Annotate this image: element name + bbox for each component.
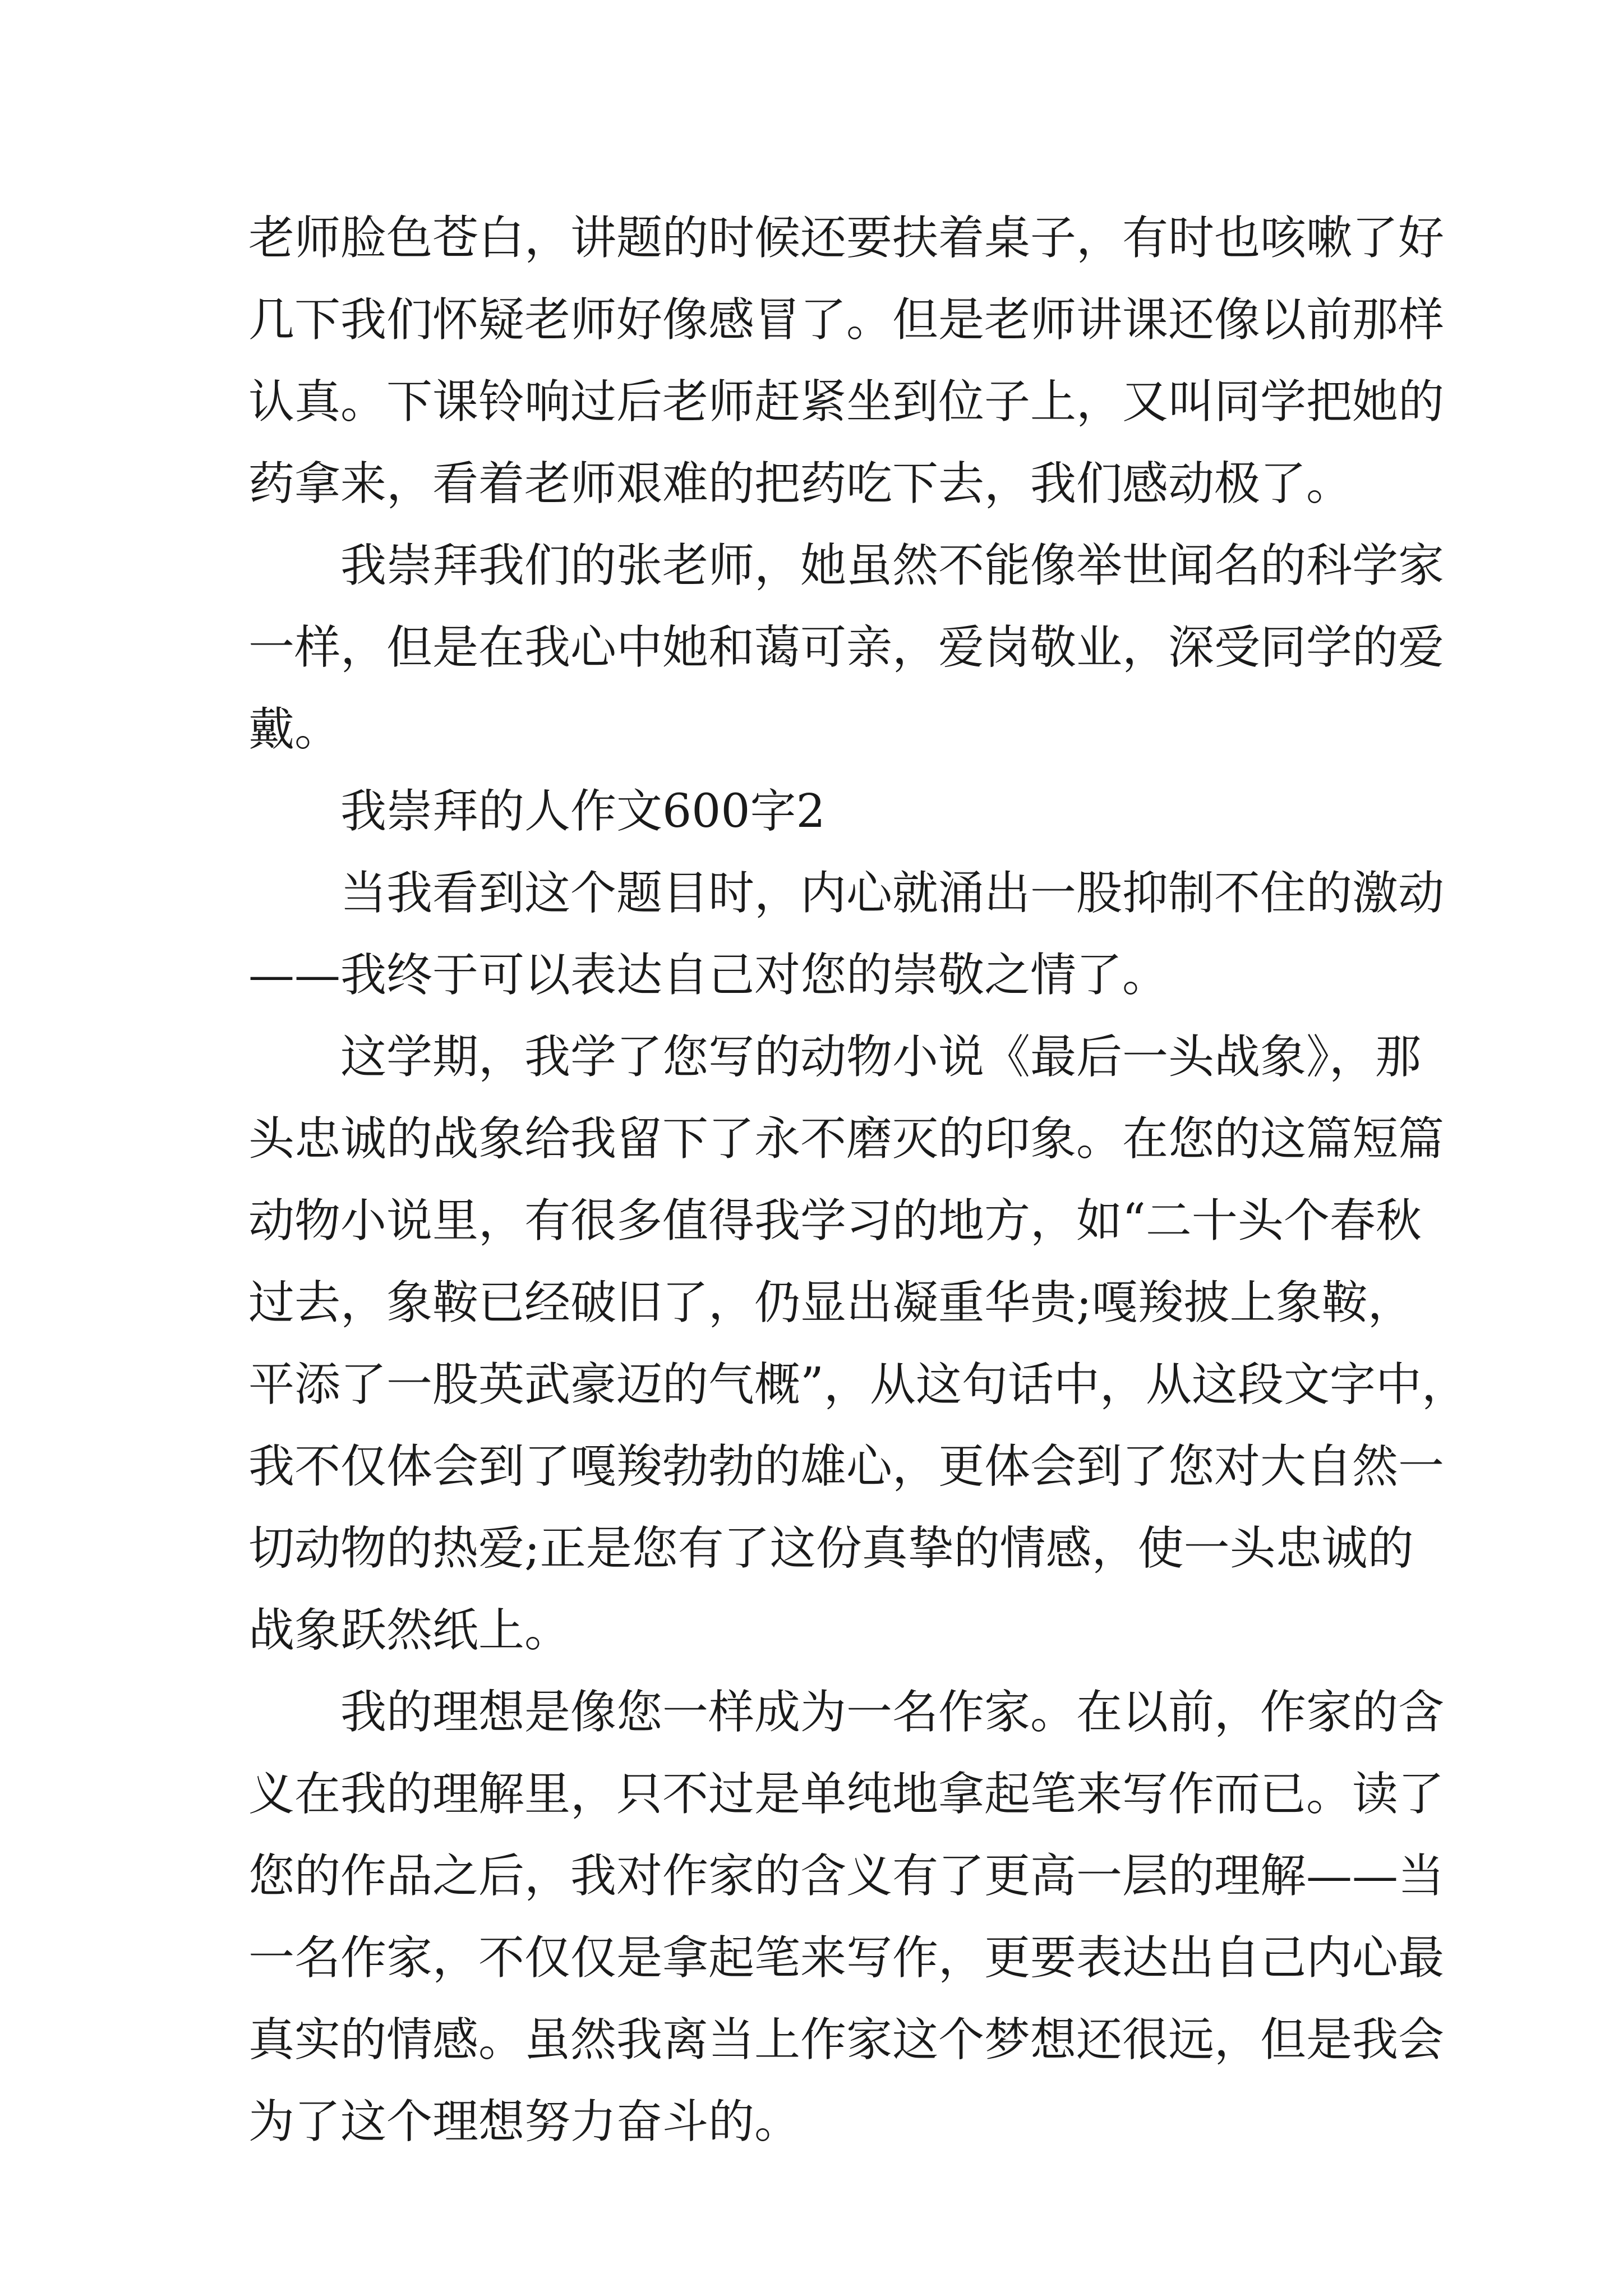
text-line: 药拿来，看着老师艰难的把药吃下去，我们感动极了。	[248, 457, 1353, 510]
text-line: 切动物的热爱;正是您有了这份真挚的情感，使一头忠诚的	[248, 1522, 1414, 1575]
text-line: 过去，象鞍已经破旧了，仍显出凝重华贵;嘎羧披上象鞍，	[248, 1276, 1414, 1329]
text-line: 一样，但是在我心中她和蔼可亲，爱岗敬业，深受同学的爱	[248, 621, 1445, 674]
essay-subtitle: 我崇拜的人作文600字2	[248, 785, 826, 838]
text-line: 一名作家，不仅仅是拿起笔来写作，更要表达出自己内心最	[248, 1931, 1445, 1985]
text-line: 您的作品之后，我对作家的含义有了更高一层的理解——当	[248, 1849, 1445, 1903]
text-line: 战象跃然纸上。	[248, 1604, 571, 1657]
text-line: 当我看到这个题目时，内心就涌出一股抑制不住的激动	[248, 867, 1445, 920]
text-line: 这学期，我学了您写的动物小说《最后一头战象》，那	[248, 1030, 1422, 1084]
text-line: 戴。	[248, 703, 341, 756]
text-line: 动物小说里，有很多值得我学习的地方，如“二十头个春秋	[248, 1194, 1422, 1248]
text-line: 我不仅体会到了嘎羧勃勃的雄心，更体会到了您对大自然一	[248, 1440, 1445, 1493]
text-line: 我的理想是像您一样成为一名作家。在以前，作家的含	[248, 1686, 1445, 1739]
text-line: 义在我的理解里，只不过是单纯地拿起笔来写作而已。读了	[248, 1768, 1445, 1821]
text-line: 认真。下课铃响过后老师赶紧坐到位子上，又叫同学把她的	[248, 375, 1445, 429]
text-line: 真实的情感。虽然我离当上作家这个梦想还很远，但是我会	[248, 2013, 1445, 2067]
text-line: ——我终于可以表达自己对您的崇敬之情了。	[248, 949, 1169, 1002]
text-line: 我崇拜我们的张老师，她虽然不能像举世闻名的科学家	[248, 539, 1445, 592]
text-line: 头忠诚的战象给我留下了永不磨灭的印象。在您的这篇短篇	[248, 1112, 1445, 1166]
essay-body	[248, 197, 1468, 2163]
text-line: 平添了一股英武豪迈的气概”，从这句话中，从这段文字中，	[248, 1358, 1468, 1411]
text-line: 为了这个理想努力奋斗的。	[248, 2095, 801, 2148]
text-line: 几下我们怀疑老师好像感冒了。但是老师讲课还像以前那样	[248, 293, 1445, 347]
text-line: 老师脸色苍白，讲题的时候还要扶着桌子，有时也咳嗽了好	[248, 211, 1445, 265]
